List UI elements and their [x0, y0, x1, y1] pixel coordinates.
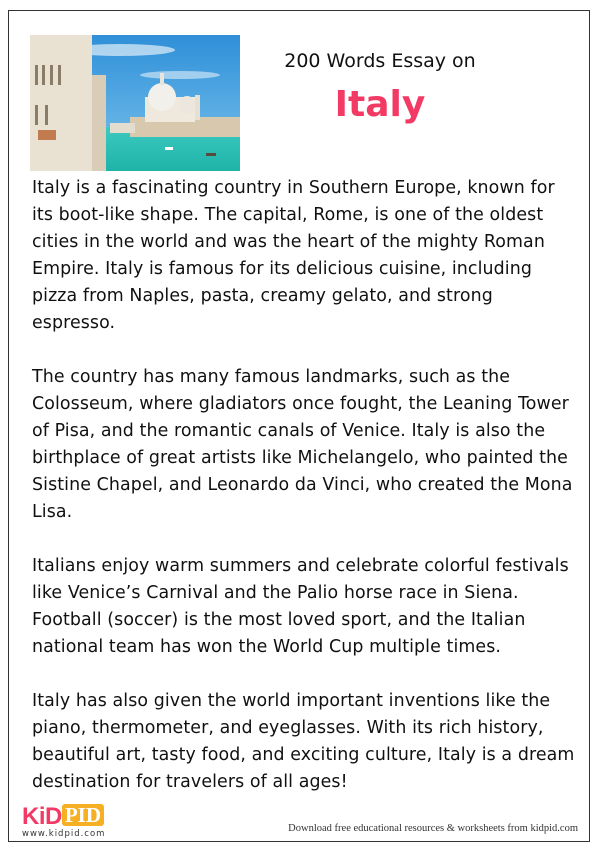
logo-kid-text: KiD [22, 803, 62, 830]
essay-paragraph: Italians enjoy warm summers and celebrate colorful festivals like Venice’s Carnival and the Palio horse race in Siena. Football (soccer) is the most loved sport, and the Italian national team has won the World Cup multiple times. [32, 556, 569, 657]
essay-paragraph: The country has many famous landmarks, such as the Colosseum, where gladiators once fought, the Leaning Tower of Pisa, and the romantic canals of Venice. Italy is also the birthplace of great artists like Michelangelo, who painted the Sistine Chapel, and Leonardo da Vinci, who created the Mona Lisa. [32, 367, 573, 522]
logo-url[interactable]: www.kidpid.com [22, 829, 106, 839]
kidpid-logo[interactable] [22, 803, 105, 839]
essay-body [32, 175, 577, 823]
essay-paragraph: Italy has also given the world important inventions like the piano, thermometer, and eyeglasses. With its rich history, beautiful art, tasty food, and exciting culture, Italy is a dream destination for travelers of all ages! [32, 691, 575, 792]
venice-photo [30, 35, 240, 171]
essay-title: Italy [334, 84, 426, 125]
essay-subtitle: 200 Words Essay on [284, 50, 476, 72]
footer-note: Download free educational resources & worksheets from kidpid.com [288, 823, 578, 834]
essay-paragraph: Italy is a fascinating country in Southern Europe, known for its boot-like shape. The capital, Rome, is one of the oldest cities in the world and was the heart of the mighty Roman Empire. Italy is famous for its delicious cuisine, including pizza from Naples, pasta, creamy gelato, and strong espresso. [32, 178, 555, 333]
logo-pid-text: PID [62, 804, 104, 826]
